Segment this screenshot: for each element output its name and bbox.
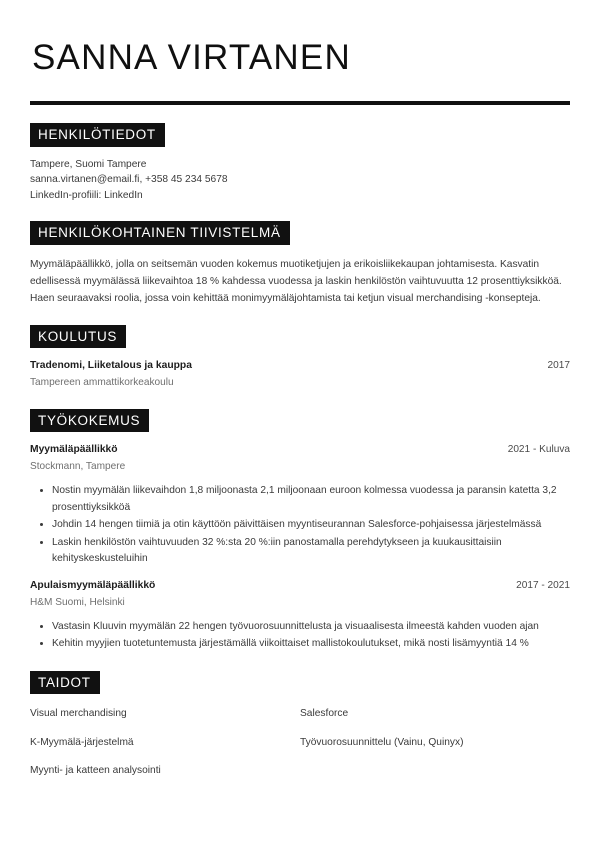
section-heading-education: KOULUTUS bbox=[30, 325, 126, 349]
section-title-wrap-summary bbox=[30, 221, 570, 245]
list-item: Visual merchandising bbox=[30, 708, 127, 720]
section-heading-experience: TYÖKOKEMUS bbox=[30, 409, 149, 433]
list-item: Salesforce bbox=[300, 708, 349, 720]
header-divider bbox=[30, 101, 570, 105]
education-degree: Tradenomi, Liiketalous ja kauppa bbox=[30, 360, 192, 372]
section-heading-summary: HENKILÖKOHTAINEN TIIVISTELMÄ bbox=[30, 221, 290, 245]
list-item: K-Myymälä-järjestelmä bbox=[30, 736, 134, 748]
contact-linkedin[interactable]: LinkedIn-profiili: LinkedIn bbox=[30, 189, 143, 201]
experience-bullets bbox=[30, 619, 570, 653]
section-title-wrap-contact bbox=[30, 123, 570, 147]
experience-entry-head bbox=[30, 579, 570, 594]
section-experience bbox=[30, 409, 570, 653]
section-skills bbox=[30, 671, 570, 791]
candidate-name: SANNA VIRTANEN bbox=[32, 38, 351, 77]
experience-employer: Stockmann, Tampere bbox=[30, 460, 126, 472]
list-item: Vastasin Kluuvin myymälän 22 hengen työvuorosuunnittelusta ja visuaalisesta ilmeestä kahden vuoden ajan bbox=[52, 619, 570, 636]
experience-date: 2017 - 2021 bbox=[516, 579, 570, 591]
experience-job-title: Apulaismyymäläpäällikkö bbox=[30, 579, 156, 591]
list-item: Johdin 14 hengen tiimiä ja otin käyttöön päivittäisen myyntiseurannan Salesforce-pohjaisessa järjestelmässä bbox=[52, 517, 570, 534]
list-item: Nostin myymälän liikevaihdon 1,8 miljoonasta 2,1 miljoonaan euroon kolmessa vuodessa ja paransin katetta 3,2 prosenttiyksikköä bbox=[52, 483, 570, 516]
contact-email-phone: sanna.virtanen@email.fi, +358 45 234 5678 bbox=[30, 174, 228, 186]
list-item: Kehitin myyjien tuotetuntemusta järjestämällä viikoittaiset mallistokoulutukset, mikä nosti lisämyyntiä 14 % bbox=[52, 636, 570, 653]
skills-column-right bbox=[300, 706, 570, 791]
experience-employer: H&M Suomi, Helsinki bbox=[30, 596, 125, 608]
list-item: Myynti- ja katteen analysointi bbox=[30, 764, 161, 776]
experience-entry-head bbox=[30, 443, 570, 458]
experience-entry bbox=[30, 443, 570, 568]
experience-date: 2021 - Kuluva bbox=[507, 444, 570, 456]
skills-grid bbox=[30, 706, 570, 791]
section-title-wrap-education bbox=[30, 325, 570, 349]
resume-header bbox=[30, 40, 570, 105]
section-education bbox=[30, 325, 570, 391]
education-date: 2017 bbox=[547, 360, 570, 372]
contact-details bbox=[30, 157, 570, 204]
summary-paragraph: Myymäläpäällikkö, jolla on seitsemän vuoden kokemus muotiketjujen ja erikoisliikekaupan johtamisesta. Kasvatin edellisessä myymälässä liikevaihtoa 18 % kahdessa vuodessa ja laskin henkilöstön vaihtuvuutta 12 prosenttiyksikköä. Haen seuraavaksi roolia, jossa voin kehittää monimyymäläjohtamista tai ketjun visual merchandising -konsepteja. bbox=[30, 258, 562, 304]
experience-entry bbox=[30, 579, 570, 653]
education-institution: Tampereen ammattikorkeakoulu bbox=[30, 377, 174, 389]
list-item: Laskin henkilöstön vaihtuvuuden 32 %:sta 20 %:iin panostamalla perehdytykseen ja kuukausittaisiin kehityskeskusteluihin bbox=[52, 535, 570, 568]
experience-job-title: Myymäläpäällikkö bbox=[30, 444, 118, 456]
section-summary bbox=[30, 221, 570, 307]
experience-bullets bbox=[30, 483, 570, 568]
section-title-wrap-experience bbox=[30, 409, 570, 433]
section-title-wrap-skills bbox=[30, 671, 570, 695]
section-contact bbox=[30, 123, 570, 203]
education-entry bbox=[30, 359, 570, 390]
section-heading-contact: HENKILÖTIEDOT bbox=[30, 123, 165, 147]
section-heading-skills: TAIDOT bbox=[30, 671, 100, 695]
skills-column-left bbox=[30, 706, 300, 791]
contact-location: Tampere, Suomi Tampere bbox=[30, 158, 147, 170]
education-entry-head bbox=[30, 359, 570, 374]
list-item: Työvuorosuunnittelu (Vainu, Quinyx) bbox=[300, 736, 464, 748]
summary-body bbox=[30, 256, 570, 307]
